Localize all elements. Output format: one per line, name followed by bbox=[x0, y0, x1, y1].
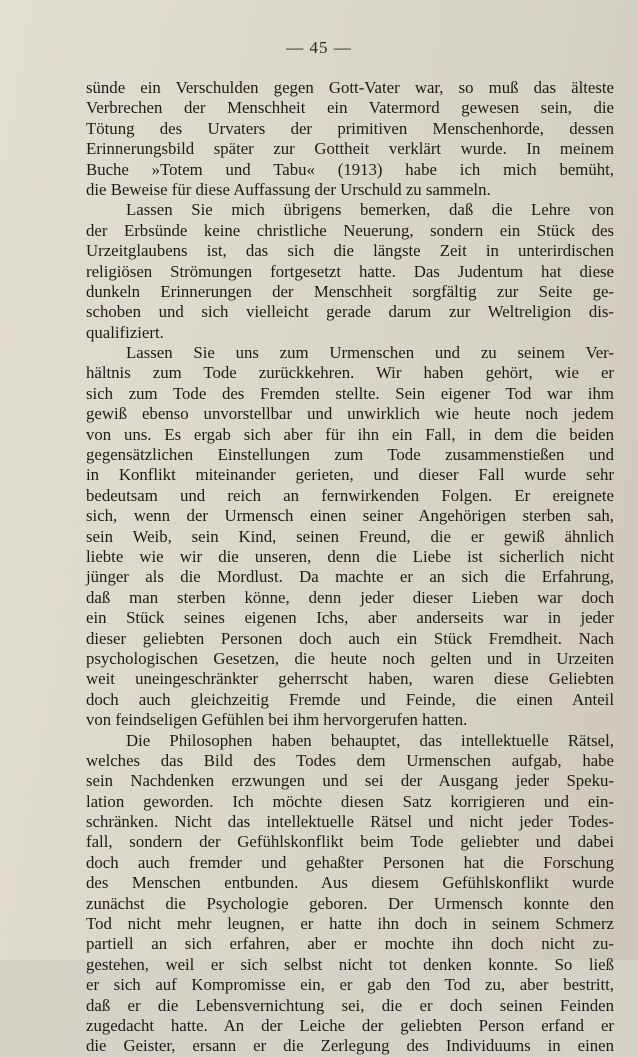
text-line: Buche »Totem und Tabu« (1913) habe ich mich bemüht, bbox=[86, 159, 614, 179]
text-line: die Geister, ersann er die Zerlegung des Individuums in einen bbox=[86, 1036, 614, 1056]
text-line: gestehen, weil er sich selbst nicht tot denken konnte. So ließ bbox=[86, 954, 614, 974]
text-line: Urzeitglaubens ist, das sich die längste Zeit in unterirdischen bbox=[86, 241, 614, 261]
text-line: dunkeln Erinnerungen der Menschheit sorgfältig zur Seite ge- bbox=[86, 281, 614, 301]
text-line: ein Stück seines eigenen Ichs, aber anderseits war in jeder bbox=[86, 608, 614, 628]
text-line: der Erbsünde keine christliche Neuerung, sondern ein Stück des bbox=[86, 220, 614, 240]
text-line: zugedacht hatte. An der Leiche der geliebten Person erfand er bbox=[86, 1015, 614, 1035]
text-line: partiell an sich erfahren, aber er mochte ihn doch nicht zu- bbox=[86, 934, 614, 954]
text-line: sünde ein Verschulden gegen Gott-Vater war, so muß das älteste bbox=[86, 78, 614, 97]
text-line: von uns. Es ergab sich aber für ihn ein Fall, in dem die beiden bbox=[86, 424, 614, 444]
text-line: qualifiziert. bbox=[86, 322, 164, 342]
text-line: Tötung des Urvaters der primitiven Menschenhorde, dessen bbox=[86, 118, 614, 138]
page-number: — 45 — bbox=[286, 38, 352, 57]
text-line: religiösen Strömungen fortgesetzt hatte. Das Judentum hat diese bbox=[86, 261, 614, 281]
text-line: lation geworden. Ich möchte diesen Satz korrigieren und ein- bbox=[86, 791, 614, 811]
text-line: von feindseligen Gefühlen bei ihm hervorgerufen hatten. bbox=[86, 710, 468, 730]
text-line: dieser geliebten Personen doch auch ein Stück Fremdheit. Nach bbox=[86, 628, 614, 648]
text-line: jünger als die Mordlust. Da machte er an sich die Erfahrung, bbox=[86, 567, 614, 587]
text-line: er sich auf Kompromisse ein, er gab den Tod zu, aber bestritt, bbox=[86, 975, 614, 995]
text-line: Verbrechen der Menschheit ein Vatermord gewesen sein, die bbox=[86, 98, 614, 118]
text-line: daß man sterben könne, denn jeder dieser Lieben war doch bbox=[86, 587, 614, 607]
text-line: daß er die Lebensvernichtung sei, die er doch seinen Feinden bbox=[86, 995, 614, 1015]
text-line: sein Nachdenken erzwungen und sei der Ausgang jeder Speku- bbox=[86, 771, 614, 791]
text-line: schränken. Nicht das intellektuelle Rätsel und nicht jeder Todes- bbox=[86, 812, 614, 832]
text-line: liebte wie wir die unseren, denn die Liebe ist sicherlich nicht bbox=[86, 546, 614, 566]
text-line: welches das Bild des Todes dem Urmenschen aufgab, habe bbox=[86, 750, 614, 770]
text-line: doch auch fremder und gehaßter Personen hat die Forschung bbox=[86, 852, 614, 872]
text-line: Lassen Sie mich übrigens bemerken, daß die Lehre von bbox=[126, 200, 614, 220]
body-text bbox=[86, 78, 614, 1057]
text-line: des Menschen entbunden. Aus diesem Gefühlskonflikt wurde bbox=[86, 873, 614, 893]
text-line: Tod nicht mehr leugnen, er hatte ihn doch in seinem Schmerz bbox=[86, 914, 614, 934]
text-line: Lassen Sie uns zum Urmenschen und zu seinem Ver- bbox=[126, 343, 614, 363]
text-line: sich, wenn der Urmensch einen seiner Angehörigen sterben sah, bbox=[86, 506, 614, 526]
text-line: gewiß ebenso unvorstellbar und unwirklich wie heute noch jedem bbox=[86, 404, 614, 424]
text-line: hältnis zum Tode zurückkehren. Wir haben gehört, wie er bbox=[86, 363, 614, 383]
text-line: Die Philosophen haben behauptet, das intellektuelle Rätsel, bbox=[126, 730, 614, 750]
text-line: bedeutsam und reich an fernwirkenden Folgen. Er ereignete bbox=[86, 485, 614, 505]
text-line: gegensätzlichen Einstellungen zum Tode zusammenstießen und bbox=[86, 445, 614, 465]
text-line: psychologischen Gesetzen, die heute noch gelten und in Urzeiten bbox=[86, 648, 614, 668]
text-line: sein Weib, sein Kind, seinen Freund, die er gewiß ähnlich bbox=[86, 526, 614, 546]
text-line: in Konflikt miteinander gerieten, und dieser Fall wurde sehr bbox=[86, 465, 614, 485]
text-line: die Beweise für diese Auffassung der Urschuld zu sammeln. bbox=[86, 179, 491, 199]
text-line: schoben und sich vielleicht gerade darum zur Weltreligion dis- bbox=[86, 302, 614, 322]
text-line: fall, sondern der Gefühlskonflikt beim Tode geliebter und dabei bbox=[86, 832, 614, 852]
text-line: sich zum Tode des Fremden stellte. Sein eigener Tod war ihm bbox=[86, 383, 614, 403]
text-line: weit uneingeschränkter geherrscht haben, waren diese Geliebten bbox=[86, 669, 614, 689]
text-line: Erinnerungsbild später zur Gottheit verklärt wurde. In meinem bbox=[86, 139, 614, 159]
text-line: doch auch gleichzeitig Fremde und Feinde, die einen Anteil bbox=[86, 689, 614, 709]
text-line: zunächst die Psychologie geboren. Der Urmensch konnte den bbox=[86, 893, 614, 913]
